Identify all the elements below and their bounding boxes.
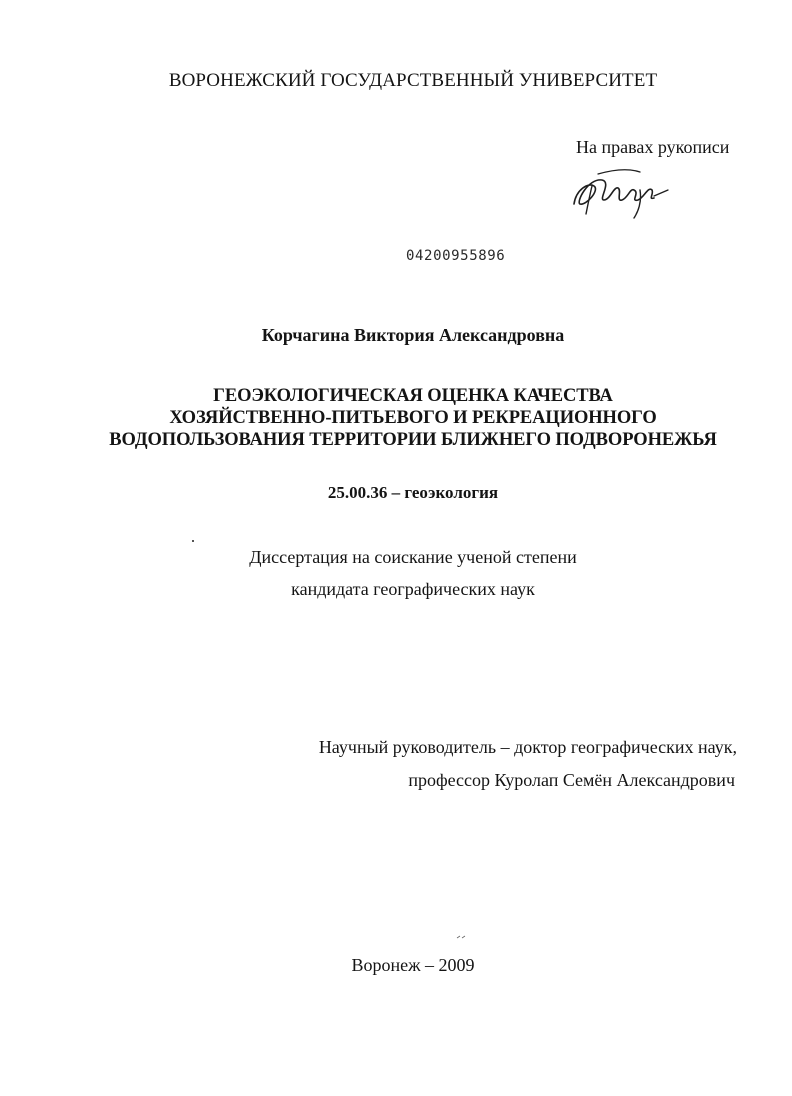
author-name: Корчагина Виктория Александровна xyxy=(261,325,565,345)
signature-stroke-tail xyxy=(634,190,641,218)
supervisor-line-1: Научный руководитель – доктор географических наук, xyxy=(318,737,737,757)
signature-stroke-top xyxy=(598,170,640,174)
thesis-title-line-1: ГЕОЭКОЛОГИЧЕСКАЯ ОЦЕНКА КАЧЕСТВА xyxy=(213,386,613,406)
rights-note: На правах рукописи xyxy=(576,137,730,157)
thesis-title-line-3: ВОДОПОЛЬЗОВАНИЯ ТЕРРИТОРИИ БЛИЖНЕГО ПОДВОРОНЕЖЬЯ xyxy=(109,430,717,450)
thesis-title-line-2: ХОЗЯЙСТВЕННО-ПИТЬЕВОГО И РЕКРЕАЦИОННОГО xyxy=(169,408,657,428)
degree-line-1: Диссертация на соискание ученой степени xyxy=(249,547,577,567)
city-year: Воронеж – 2009 xyxy=(351,955,475,975)
scan-speck xyxy=(192,540,194,542)
degree-line-2: кандидата географических наук xyxy=(291,579,535,599)
supervisor-line-2: профессор Куролап Семён Александрович xyxy=(408,770,735,790)
signature-icon xyxy=(568,160,678,222)
signature-stroke-end xyxy=(654,190,668,196)
signature-stroke-loop xyxy=(586,186,592,214)
registration-number: 04200955896 xyxy=(406,248,506,264)
specialty-code: 25.00.36 – геоэкология xyxy=(327,483,499,502)
signature-stroke-main xyxy=(574,180,654,204)
scan-speck-bottom xyxy=(456,935,468,939)
university-name: ВОРОНЕЖСКИЙ ГОСУДАРСТВЕННЫЙ УНИВЕРСИТЕТ xyxy=(168,70,658,91)
